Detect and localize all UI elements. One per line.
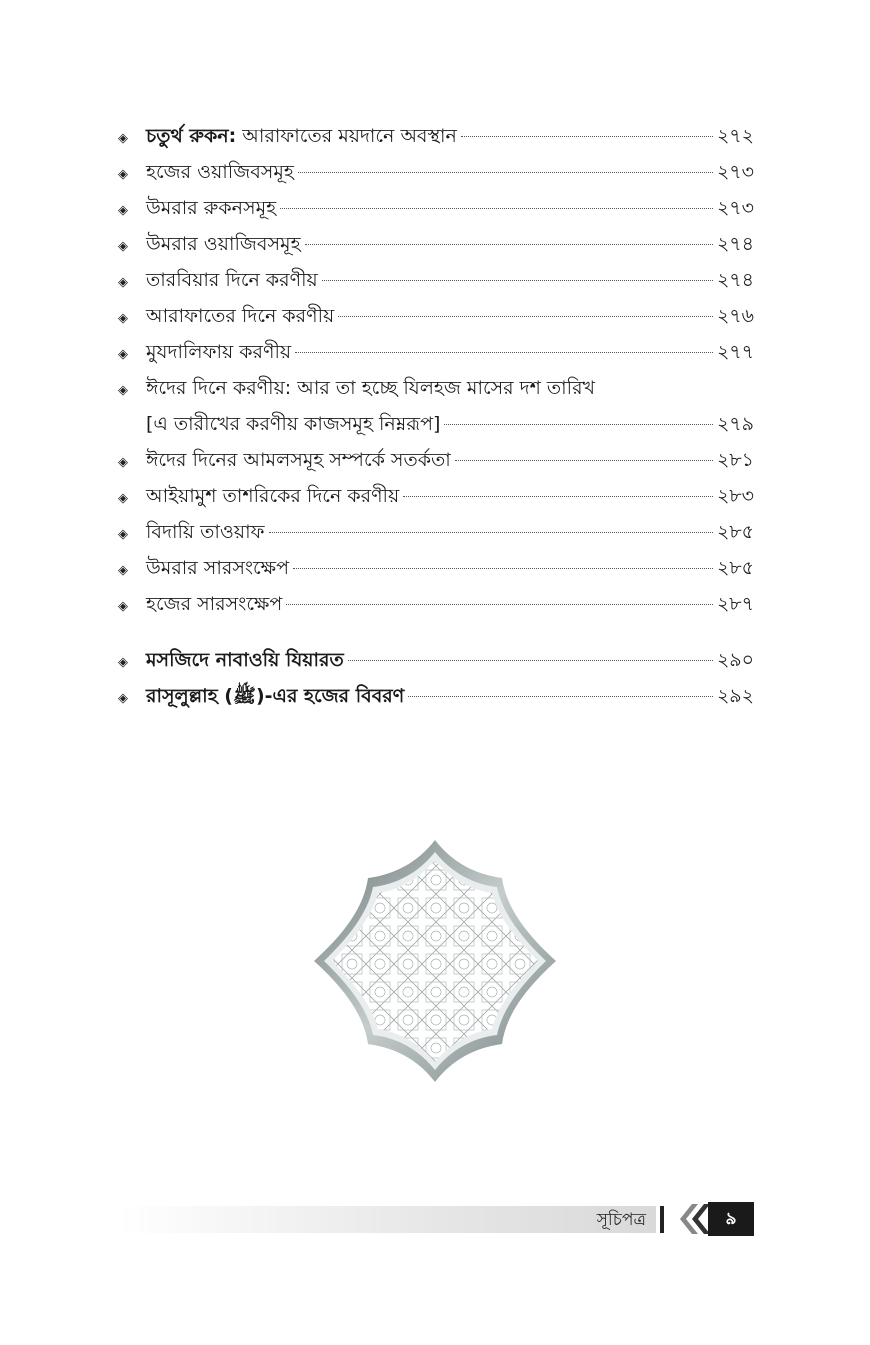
toc-page-number: ২৯২ xyxy=(716,685,754,707)
dot-leader xyxy=(295,352,713,353)
toc-page-number: ২৮১ xyxy=(716,449,754,471)
diamond-bullet-icon: ◈ xyxy=(118,455,128,470)
toc-entry[interactable] xyxy=(118,226,754,262)
dot-leader xyxy=(444,424,713,425)
toc-entry-title: ঈদের দিনের আমলসমূহ সম্পর্কে সতর্কতা xyxy=(146,449,451,471)
toc-entry-label: আরাফাতের ময়দানে অবস্থান xyxy=(236,125,457,147)
toc-page-number: ২৮৩ xyxy=(716,485,754,507)
toc-entry-title: বিদায়ি তাওয়াফ xyxy=(146,521,265,543)
diamond-bullet-icon: ◈ xyxy=(118,527,128,542)
toc-entry-title: রাসূলুল্লাহ (ﷺ)-এর হজের বিবরণ xyxy=(146,685,405,707)
toc-page-number: ২৭৪ xyxy=(716,233,754,255)
toc-entry[interactable] xyxy=(118,642,754,678)
dot-leader xyxy=(280,208,713,209)
dot-leader xyxy=(455,460,713,461)
diamond-bullet-icon: ◈ xyxy=(118,167,128,182)
page-footer xyxy=(118,1202,754,1236)
toc-entry[interactable] xyxy=(118,442,754,478)
diamond-bullet-icon: ◈ xyxy=(118,347,128,362)
toc-entry[interactable] xyxy=(118,370,754,442)
toc-entry-bold-label: চতুর্থ রুকন: xyxy=(146,125,237,147)
toc-entry-title: আরাফাতের দিনে করণীয় xyxy=(146,305,335,327)
table-of-contents xyxy=(118,118,754,714)
diamond-bullet-icon: ◈ xyxy=(118,599,128,614)
toc-page-number: ২৭৯ xyxy=(716,413,754,435)
diamond-bullet-icon: ◈ xyxy=(118,239,128,254)
toc-entry[interactable] xyxy=(118,190,754,226)
dot-leader xyxy=(461,136,713,137)
diamond-bullet-icon: ◈ xyxy=(118,563,128,578)
toc-page-number: ২৭৪ xyxy=(716,269,754,291)
footer-divider xyxy=(660,1206,664,1233)
diamond-bullet-icon: ◈ xyxy=(118,691,128,706)
dot-leader xyxy=(269,532,713,533)
footer-band xyxy=(118,1206,656,1233)
diamond-bullet-icon: ◈ xyxy=(118,203,128,218)
toc-entry[interactable] xyxy=(118,478,754,514)
toc-entry[interactable] xyxy=(118,514,754,550)
toc-page-number: ২৮৫ xyxy=(716,557,754,579)
toc-entry[interactable] xyxy=(118,262,754,298)
toc-page-number: ২৮৫ xyxy=(716,521,754,543)
dot-leader xyxy=(305,244,713,245)
toc-entry-title: হজের ওয়াজিবসমূহ xyxy=(146,161,294,183)
toc-page-number: ২৭৬ xyxy=(716,305,754,327)
page-number-box xyxy=(708,1202,754,1236)
toc-entry[interactable] xyxy=(118,586,754,622)
diamond-bullet-icon: ◈ xyxy=(118,383,128,398)
toc-page-number: ২৭৩ xyxy=(716,161,754,183)
toc-entry-title: আইয়ামুশ তাশরিকের দিনে করণীয় xyxy=(146,485,400,507)
geometric-medallion-icon xyxy=(310,838,560,1084)
toc-page-number: ২৭৩ xyxy=(716,197,754,219)
dot-leader xyxy=(322,280,713,281)
page-number: ৯ xyxy=(725,1209,737,1229)
toc-entry-title: মুযদালিফায় করণীয় xyxy=(146,341,292,363)
toc-page-number: ২৮৭ xyxy=(716,593,754,615)
toc-entry[interactable] xyxy=(118,550,754,586)
toc-entry-title: তারবিয়ার দিনে করণীয় xyxy=(146,269,318,291)
toc-entry[interactable] xyxy=(118,154,754,190)
dot-leader xyxy=(403,496,713,497)
dot-leader xyxy=(293,568,713,569)
dot-leader xyxy=(348,660,713,661)
toc-entry-title: মসজিদে নাবাওয়ি যিয়ারত xyxy=(146,649,344,671)
dot-leader xyxy=(286,604,713,605)
dot-leader xyxy=(298,172,713,173)
toc-entry[interactable] xyxy=(118,334,754,370)
toc-entry-title: উমরার সারসংক্ষেপ xyxy=(146,557,289,579)
toc-page-number: ২৯০ xyxy=(716,649,754,671)
toc-page-number: ২৭৭ xyxy=(716,341,754,363)
toc-entry[interactable] xyxy=(118,298,754,334)
dot-leader xyxy=(338,316,713,317)
toc-entry-title xyxy=(146,118,457,154)
diamond-bullet-icon: ◈ xyxy=(118,275,128,290)
diamond-bullet-icon: ◈ xyxy=(118,311,128,326)
toc-entry-title: হজের সারসংক্ষেপ xyxy=(146,593,283,615)
toc-entry[interactable] xyxy=(118,118,754,154)
toc-entry[interactable] xyxy=(118,678,754,714)
toc-entry-title: উমরার ওয়াজিবসমূহ xyxy=(146,233,301,255)
diamond-bullet-icon: ◈ xyxy=(118,131,128,146)
toc-entry-title: ঈদের দিনে করণীয়: আর তা হচ্ছে যিলহজ মাসের দশ তারিখ xyxy=(146,377,596,399)
toc-page-number: ২৭২ xyxy=(716,125,754,147)
diamond-bullet-icon: ◈ xyxy=(118,491,128,506)
footer-section-label: সূচিপত্র xyxy=(596,1210,646,1230)
toc-entry-title: উমরার রুকনসমূহ xyxy=(146,197,277,219)
toc-entry-continuation: [এ তারীখের করণীয় কাজসমূহ নিম্নরূপ] xyxy=(146,413,441,435)
dot-leader xyxy=(408,696,713,697)
diamond-bullet-icon: ◈ xyxy=(118,655,128,670)
